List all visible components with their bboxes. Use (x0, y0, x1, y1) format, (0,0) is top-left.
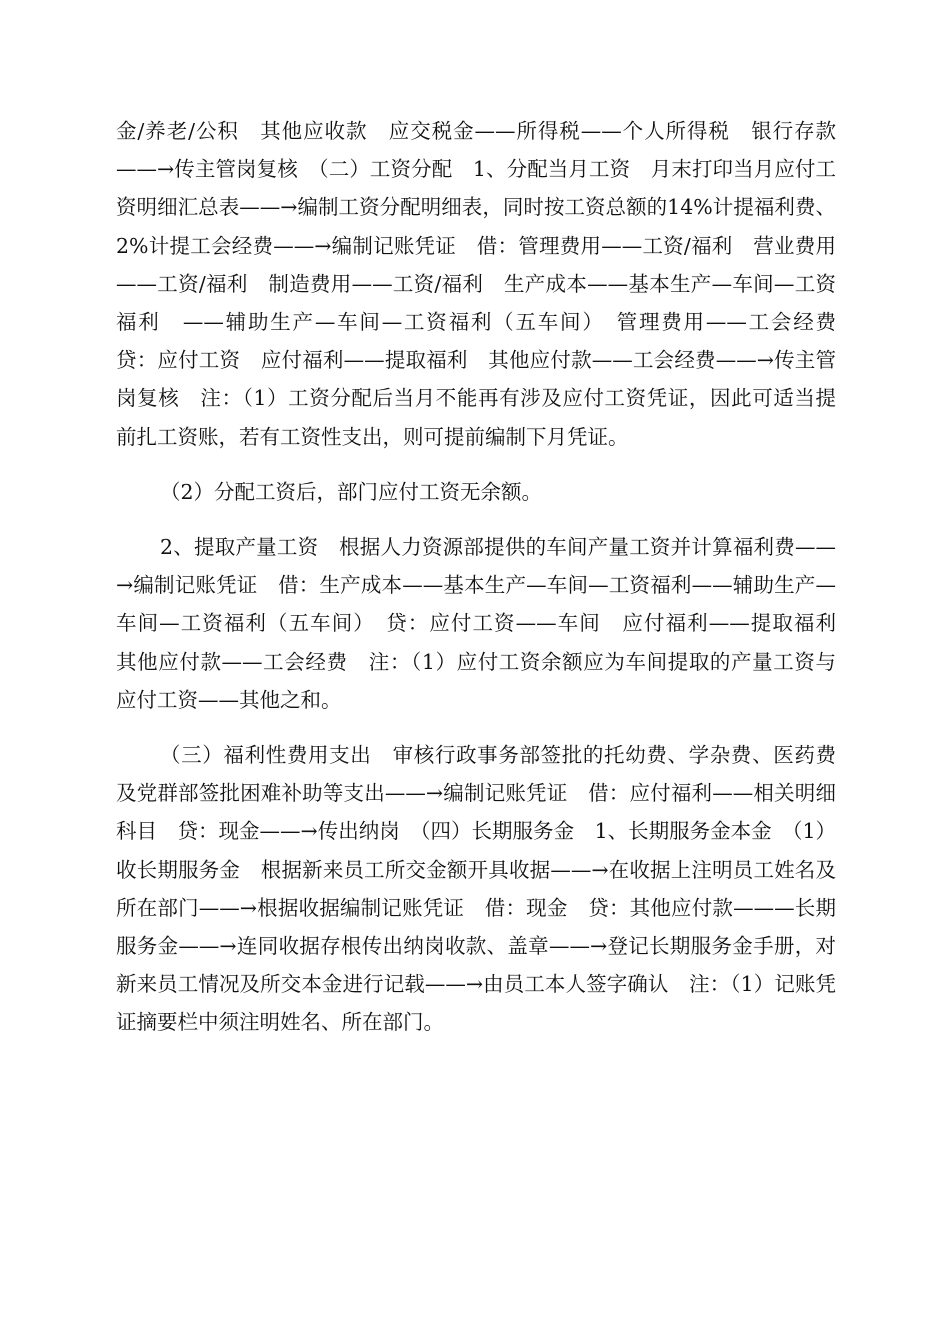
paragraph-output-wage: 2、提取产量工资 根据人力资源部提供的车间产量工资并计算福利费——→编制记账凭证 借：生产成本——基本生产—车间—工资福利——辅助生产—车间—工资福利（五车间） 贷：应付工资——车间 应付福利——提取福利 其他应付款——工会经费 注：（1）应付工资余额应为车间提取的产量工资与应付工资——其他之和。 (116, 535, 857, 712)
paragraph-department-wage-note: （2）分配工资后，部门应付工资无余额。 (160, 479, 543, 504)
paragraph-wage-allocation: 金/养老/公积 其他应收款 应交税金——所得税——个人所得税 银行存款——→传主管岗复核 （二）工资分配 1、分配当月工资 月末打印当月应付工资明细汇总表——→编制工资分配明细表，同时按工资总额的14%计提福利费、2%计提工会经费——→编制记账凭证 借：管理费用——工资/福利 营业费用——工资/福利 制造费用——工资/福利 生产成本——基本生产—车间—工资福利 ——辅助生产—车间—工资福利（五车间） 管理费用——工会经费 贷：应付工资 应付福利——提取福利 其他应付款——工会经费——→传主管岗复核 注：（1）工资分配后当月不能再有涉及应付工资凭证，因此可适当提前扎工资账，若有工资性支出，则可提前编制下月凭证。 (116, 119, 857, 449)
paragraph-welfare-and-service-fund: （三）福利性费用支出 审核行政事务部签批的托幼费、学杂费、医药费及党群部签批困难补助等支出——→编制记账凭证 借：应付福利——相关明细科目 贷：现金——→传出纳岗 （四）长期服务金 1、长期服务金本金 （1）收长期服务金 根据新来员工所交金额开具收据——→在收据上注明员工姓名及所在部门——→根据收据编制记账凭证 借：现金 贷：其他应付款———长期服务金——→连同收据存根传出纳岗收款、盖章——→登记长期服务金手册，对新来员工情况及所交本金进行记载——→由员工本人签字确认 注：（1）记账凭证摘要栏中须注明姓名、所在部门。 (116, 743, 836, 1035)
document-body (116, 112, 857, 1042)
